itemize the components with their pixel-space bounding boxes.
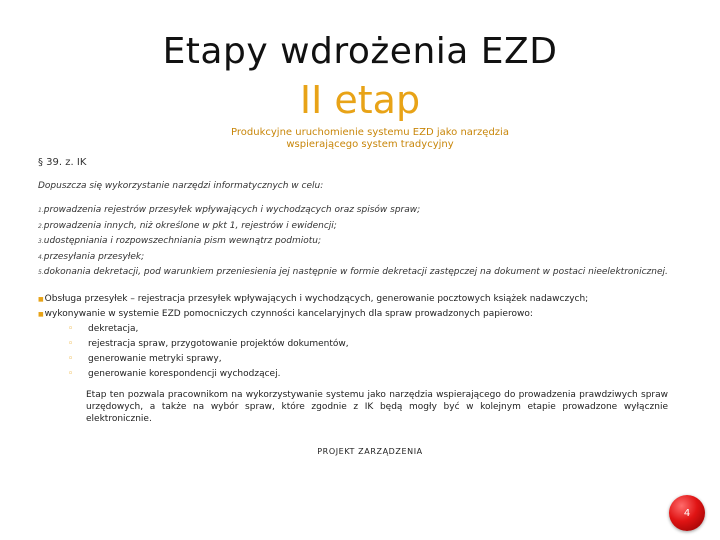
page-number: 4 [683,507,691,519]
purpose-number: 4. [38,253,44,261]
purpose-number: 3. [38,238,44,245]
circle-bullet-icon: ◦ [68,339,74,349]
bullet-icon: ■ [38,311,44,318]
sub-item-text: generowanie metryki sprawy, [88,354,222,364]
purpose-text: prowadzenia rejestrów przesyłek wpływających i wychodzących oraz spisów spraw; [43,205,421,215]
purpose-text: przesyłania przesyłek; [43,251,145,262]
sub-item-text: rejestracja spraw, przygotowanie projektów dokumentów, [88,339,349,349]
purpose-item [38,219,668,235]
purpose-item [38,203,668,219]
sub-item [68,322,588,337]
bullet-item [38,292,588,307]
summary-text: Etap ten pozwala pracownikom na wykorzystywanie systemu jako narzędzia wspierającego do prowadzenia prawdziwych spraw urzędowych, a także na wybór spraw, które zgodnie z IK będą mogły być w kolejnym etapie prowadzone wyłącznie elektronicznie. [86,390,668,424]
purpose-number: 5. [38,269,44,276]
slide-subtitle: II etap [299,78,421,122]
purposes-list [38,203,668,281]
purpose-item [38,265,668,281]
sub-item-text: dekretacja, [88,324,139,334]
bullet-list [38,292,588,382]
purpose-item [38,234,668,250]
purpose-number: 2. [38,222,44,230]
purpose-item [38,250,668,266]
purpose-text: udostępniania i rozpowszechniania pism wewnątrz podmiotu; [43,236,321,246]
sub-item [68,367,588,382]
project-label: PROJEKT ZARZĄDZENIA [317,447,423,456]
sub-item-text: generowanie korespondencji wychodzącej. [88,369,281,379]
purpose-text: dokonania dekretacji, pod warunkiem przeniesienia jej następnie w formie dekretacji zastępczej na dokument w postaci nieelektronicznej. [43,267,668,277]
page-number-badge [669,495,705,531]
sub-item [68,337,588,352]
paragraph-reference: § 39. z. IK [38,157,87,168]
intro-text: Dopuszcza się wykorzystanie narzędzi informatycznych w celu: [38,181,324,191]
circle-bullet-icon: ◦ [68,369,74,379]
purpose-text: prowadzenia innych, niż określone w pkt 1, rejestrów i ewidencji; [43,220,337,231]
circle-bullet-icon: ◦ [68,354,74,364]
bullet-icon: ■ [38,296,44,303]
bullet-item [38,307,588,382]
bullet-text: wykonywanie w systemie EZD pomocniczych czynności kancelaryjnych dla spraw prowadzonych papierowo: [44,309,533,319]
circle-bullet-icon: ◦ [68,324,74,334]
slide-title: Etapy wdrożenia EZD [162,31,558,72]
purpose-number: 1. [38,207,44,214]
sub-list [38,322,588,382]
subtitle-note: Produkcyjne uruchomienie systemu EZD jako narzędzia wspierającego system tradycyjny [231,127,509,150]
sub-item [68,352,588,367]
bullet-text: Obsługa przesyłek – rejestracja przesyłek wpływających i wychodzących, generowanie pocztowych książek nadawczych; [44,294,589,304]
